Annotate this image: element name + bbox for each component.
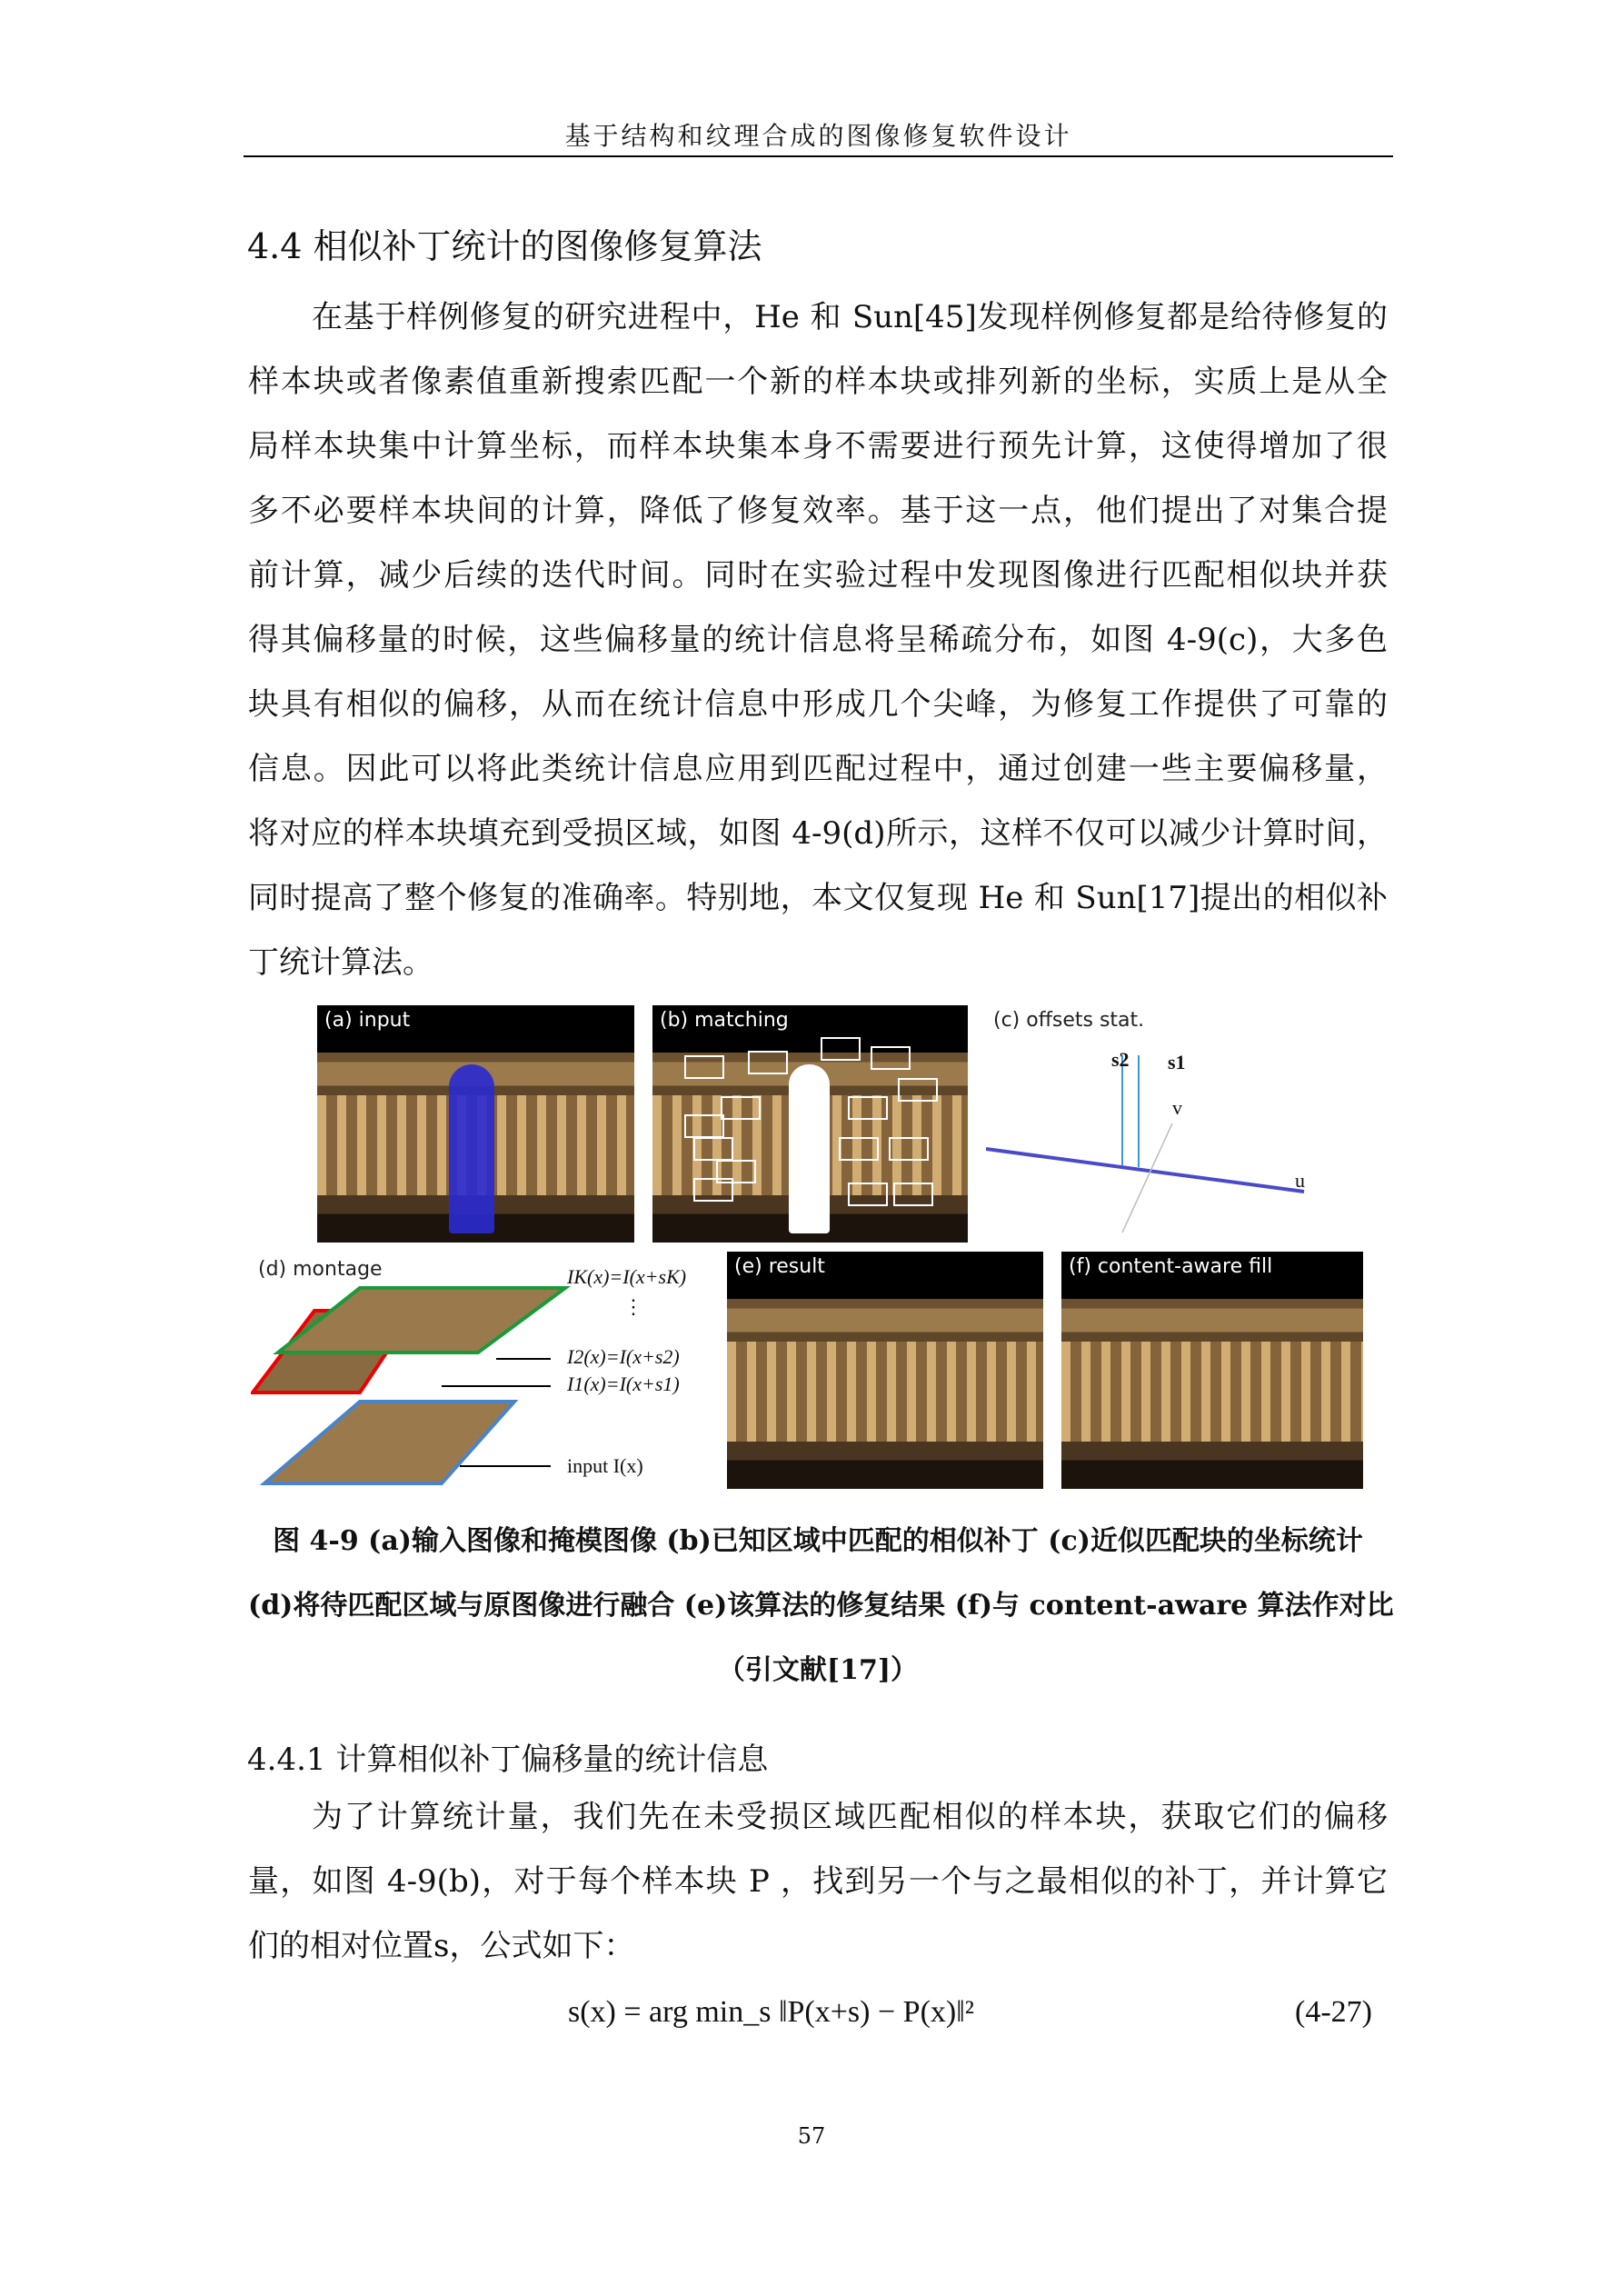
text-line: 块具有相似的偏移，从而在统计信息中形成几个尖峰，为修复工作提供了可靠的	[248, 686, 1388, 723]
text-line: 信息。因此可以将此类统计信息应用到匹配过程中，通过创建一些主要偏移量，	[248, 751, 1388, 787]
text-line: 量，如图 4-9(b)，对于每个样本块 P ，找到另一个与之最相似的补丁，并计算它	[248, 1863, 1388, 1900]
formula-input: input I(x)	[567, 1454, 643, 1477]
figure-panel-content-aware-fill	[1061, 1252, 1363, 1489]
figure-panel-offsets-stat	[986, 1005, 1313, 1243]
input-layer	[264, 1402, 514, 1483]
paragraph-1	[248, 285, 1388, 995]
subsection-heading: 4.4.1 计算相似补丁偏移量的统计信息	[247, 1742, 769, 1778]
section-heading: 4.4 相似补丁统计的图像修复算法	[247, 226, 762, 266]
equation-number: (4-27)	[1295, 1995, 1372, 2029]
text-line: 样本块或者像素值重新搜索匹配一个新的样本块或排列新的坐标，实质上是从全	[248, 364, 1388, 400]
figure-panel-montage	[251, 1254, 714, 1491]
text-line: 们的相对位置s，公式如下：	[248, 1928, 635, 1964]
formula-1: I1(x)=I(x+s1)	[567, 1373, 680, 1395]
panel-label: (a) input	[324, 1009, 411, 1032]
s1-label: s1	[1168, 1051, 1186, 1073]
running-header: 基于结构和纹理合成的图像修复软件设计	[564, 121, 1072, 151]
offset-histogram-plot	[986, 1005, 1313, 1243]
text-line: 局样本块集中计算坐标，而样本块集本身不需要进行预先计算，这使得增加了很	[248, 428, 1388, 464]
text-line: 多不必要样本块间的计算，降低了修复效率。基于这一点，他们提出了对集合提	[248, 493, 1388, 529]
header-rule	[244, 155, 1393, 157]
figure-panel-input	[317, 1005, 634, 1243]
s2-label: s2	[1111, 1048, 1130, 1071]
text-line: 将对应的样本块填充到受损区域，如图 4-9(d)所示，这样不仅可以减少计算时间，	[248, 815, 1388, 852]
mask-overlay	[449, 1064, 494, 1233]
figure-caption-line: （引文献[17]）	[717, 1654, 919, 1686]
text-line: 前计算，减少后续的迭代时间。同时在实验过程中发现图像进行匹配相似块并获	[248, 557, 1388, 594]
figure-panel-matching	[652, 1005, 968, 1243]
figure-caption-line: 图 4-9 (a)输入图像和掩模图像 (b)已知区域中匹配的相似补丁 (c)近似匹配块的坐标统计	[273, 1525, 1363, 1557]
u-axis-series	[986, 1149, 1304, 1192]
panel-label: (e) result	[734, 1255, 825, 1278]
panel-label: (f) content-aware fill	[1069, 1255, 1273, 1278]
panel-label: (b) matching	[660, 1009, 789, 1032]
text-line: 在基于样例修复的研究进程中，He 和 Sun[45]发现样例修复都是给待修复的	[312, 299, 1388, 335]
u-label: u	[1295, 1169, 1305, 1192]
panel-label: (d) montage	[258, 1258, 383, 1281]
layer-k	[278, 1288, 565, 1353]
panel-label: (c) offsets stat.	[993, 1009, 1145, 1032]
paragraph-2	[248, 1785, 1388, 1979]
figure-caption-line: (d)将待匹配区域与原图像进行融合 (e)该算法的修复结果 (f)与 content-aware 算法作对比	[248, 1590, 1394, 1622]
page-number: 57	[797, 2123, 826, 2149]
text-line: 丁统计算法。	[248, 944, 433, 981]
text-line: 得其偏移量的时候，这些偏移量的统计信息将呈稀疏分布，如图 4-9(c)，大多色	[248, 622, 1388, 658]
v-axis	[1122, 1123, 1172, 1233]
text-line: 为了计算统计量，我们先在未受损区域匹配相似的样本块，获取它们的偏移	[312, 1799, 1388, 1835]
figure-panel-result	[727, 1252, 1043, 1489]
ellipsis: ⋮	[623, 1295, 643, 1318]
equation: s(x) = arg min_s ‖P(x+s) − P(x)‖²	[568, 1995, 974, 2029]
hole-region	[789, 1064, 830, 1233]
text-line: 同时提高了整个修复的准确率。特别地，本文仅复现 He 和 Sun[17]提出的相似补	[248, 880, 1388, 916]
formula-2: I2(x)=I(x+s2)	[567, 1345, 680, 1368]
v-label: v	[1172, 1096, 1182, 1119]
formula-k: IK(x)=I(x+sK)	[567, 1265, 687, 1288]
